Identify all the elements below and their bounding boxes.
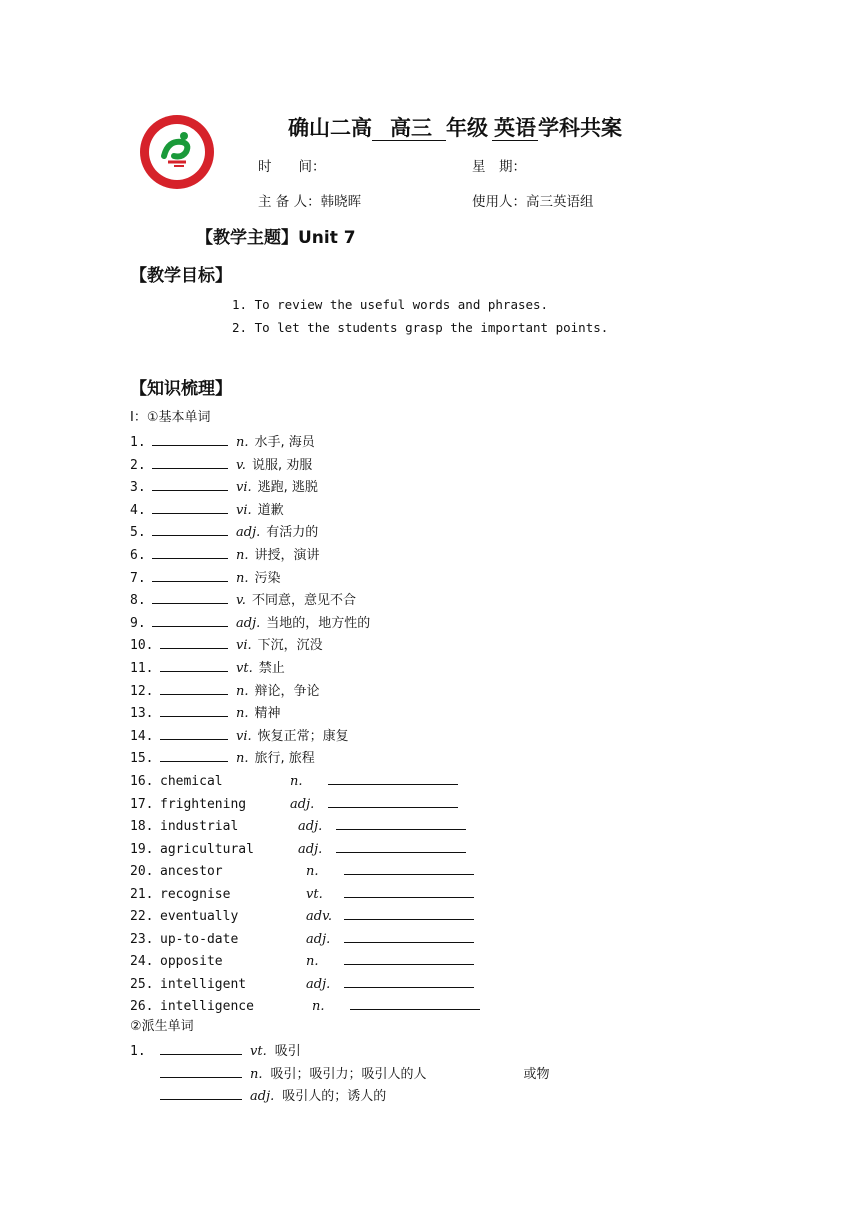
meaning-text: 辩论，争论 — [254, 683, 320, 699]
english-word: frightening — [160, 796, 247, 812]
item-number: 10. — [130, 638, 154, 654]
part-of-speech: n. — [290, 774, 303, 789]
section-basic-words: I：①基本单词 — [130, 410, 211, 425]
answer-blank[interactable] — [328, 770, 458, 785]
item-number: 23. — [130, 931, 154, 947]
item-number: 17. — [130, 796, 154, 812]
week-label: 星 期： — [472, 159, 526, 175]
answer-blank[interactable] — [344, 860, 474, 875]
vocab-row — [130, 702, 281, 722]
item-number: 1. — [130, 1044, 146, 1059]
item-number: 3. — [130, 480, 146, 496]
part-of-speech: adj. — [306, 976, 331, 992]
item-number: 14. — [130, 728, 154, 744]
part-of-speech: vi. — [236, 480, 252, 496]
answer-blank[interactable] — [160, 1085, 242, 1100]
item-number: 20. — [130, 864, 154, 879]
vocab-row — [130, 680, 320, 700]
item-number: 16. — [130, 774, 154, 789]
item-number: 12. — [130, 683, 154, 699]
english-word: agricultural — [160, 841, 254, 857]
english-word: up-to-date — [160, 931, 239, 947]
part-of-speech: adj. — [236, 525, 261, 541]
vocab-row — [130, 838, 466, 858]
item-number: 26. — [130, 999, 154, 1014]
answer-blank[interactable] — [152, 521, 228, 536]
meaning-text: 水手, 海员 — [254, 435, 315, 450]
meaning-text: 恢复正常；康复 — [257, 728, 349, 744]
meaning-text: 有活力的 — [266, 525, 319, 541]
answer-blank[interactable] — [152, 431, 228, 446]
title-grade: 高三 — [372, 116, 446, 141]
item-number: 6. — [130, 548, 146, 563]
answer-blank[interactable] — [160, 725, 228, 740]
answer-blank[interactable] — [152, 454, 228, 469]
vocab-row — [130, 544, 320, 564]
preparer-label: 主 备 人：韩晓晖 — [258, 194, 362, 210]
part-of-speech: n. — [312, 999, 325, 1014]
vocab-row — [130, 860, 474, 880]
vocab-row — [130, 905, 474, 925]
objectives-heading: 【教学目标】 — [130, 266, 232, 286]
item-number: 21. — [130, 886, 154, 902]
vocab-row — [130, 454, 312, 474]
part-of-speech: vi. — [236, 502, 252, 518]
section-derived-words: ②派生单词 — [130, 1019, 194, 1034]
answer-blank[interactable] — [328, 793, 458, 808]
part-of-speech: vt. — [250, 1044, 267, 1059]
vocab-row — [130, 431, 315, 451]
meaning-text: 当地的，地方性的 — [266, 615, 371, 631]
meaning-text: 逃跑, 逃脱 — [257, 480, 318, 496]
answer-blank[interactable] — [336, 815, 466, 830]
answer-blank[interactable] — [160, 634, 228, 649]
part-of-speech: adj. — [290, 796, 315, 812]
item-number: 25. — [130, 976, 154, 992]
item-number: 18. — [130, 819, 154, 834]
teaching-topic: 【教学主题】Unit 7 — [196, 228, 356, 248]
answer-blank[interactable] — [152, 544, 228, 559]
item-number: 8. — [130, 593, 146, 609]
part-of-speech: adv. — [306, 909, 333, 924]
item-number: 9. — [130, 615, 146, 631]
english-word: chemical — [160, 774, 223, 789]
derived-row — [130, 1040, 301, 1060]
meaning-text: 精神 — [254, 706, 281, 722]
meaning-text: 吸引；吸引力；吸引人的人 — [270, 1066, 427, 1082]
part-of-speech: vi. — [236, 728, 252, 744]
answer-blank[interactable] — [336, 838, 466, 853]
answer-blank[interactable] — [344, 905, 474, 920]
item-number: 13. — [130, 706, 154, 722]
english-word: recognise — [160, 886, 231, 902]
item-number: 7. — [130, 570, 146, 586]
part-of-speech: adj. — [306, 931, 331, 947]
vocab-row — [130, 634, 323, 654]
vocab-row — [130, 521, 318, 541]
vocab-row — [130, 725, 349, 745]
title-grade-word: 年级 — [446, 116, 488, 140]
english-word: industrial — [160, 819, 239, 834]
meaning-text: 讲授，演讲 — [254, 548, 320, 563]
part-of-speech: adj. — [298, 841, 323, 857]
part-of-speech: n. — [236, 570, 249, 586]
user-label: 使用人：高三英语组 — [472, 194, 594, 210]
part-of-speech: n. — [236, 435, 249, 450]
part-of-speech: n. — [236, 706, 249, 722]
answer-blank[interactable] — [152, 476, 228, 491]
part-of-speech: n. — [236, 751, 249, 767]
answer-blank[interactable] — [152, 612, 228, 627]
document-title — [288, 112, 622, 142]
answer-blank[interactable] — [344, 973, 474, 988]
item-number: 4. — [130, 502, 146, 518]
item-number: 1. — [130, 435, 146, 450]
vocab-row — [130, 567, 281, 587]
part-of-speech: adj. — [236, 615, 261, 631]
part-of-speech: n. — [306, 864, 319, 879]
vocab-row — [130, 499, 284, 519]
answer-blank[interactable] — [152, 567, 228, 582]
objective-item: 2. To let the students grasp the important points. — [232, 320, 609, 335]
derived-row — [160, 1063, 550, 1083]
part-of-speech: vt. — [236, 661, 253, 676]
meaning-text: 说服, 劝服 — [251, 457, 313, 473]
part-of-speech: vi. — [236, 638, 252, 654]
vocab-row — [130, 612, 370, 632]
part-of-speech: n. — [250, 1066, 263, 1082]
part-of-speech: adj. — [298, 819, 323, 834]
vocab-row — [130, 973, 474, 993]
school-logo — [138, 112, 216, 192]
part-of-speech: v. — [236, 593, 246, 609]
part-of-speech: vt. — [306, 886, 323, 902]
meaning-continuation: 或物 — [523, 1066, 550, 1082]
meaning-text: 禁止 — [258, 661, 285, 676]
vocab-row — [130, 770, 458, 790]
answer-blank[interactable] — [160, 680, 228, 695]
derived-row — [160, 1085, 386, 1105]
vocab-row — [130, 928, 474, 948]
part-of-speech: v. — [236, 457, 246, 473]
part-of-speech: adj. — [250, 1089, 275, 1104]
meaning-text: 下沉，沉没 — [257, 638, 323, 654]
english-word: intelligent — [160, 976, 247, 992]
meaning-text: 不同意，意见不合 — [251, 593, 356, 609]
vocab-row — [130, 950, 474, 970]
part-of-speech: n. — [236, 548, 249, 563]
english-word: opposite — [160, 954, 223, 969]
meaning-text: 旅行, 旅程 — [254, 751, 315, 767]
item-number: 22. — [130, 909, 154, 924]
answer-blank[interactable] — [160, 657, 228, 672]
vocab-row — [130, 793, 458, 813]
answer-blank[interactable] — [160, 1040, 242, 1055]
english-word: intelligence — [160, 999, 254, 1014]
item-number: 5. — [130, 525, 146, 541]
part-of-speech: n. — [236, 683, 249, 699]
meaning-text: 污染 — [254, 570, 281, 586]
item-number: 11. — [130, 661, 154, 676]
english-word: ancestor — [160, 864, 223, 879]
item-number: 24. — [130, 954, 154, 969]
answer-blank[interactable] — [160, 1063, 242, 1078]
answer-blank[interactable] — [152, 499, 228, 514]
item-number: 19. — [130, 841, 154, 857]
time-label: 时 间： — [258, 159, 326, 175]
meaning-text: 吸引 — [274, 1044, 301, 1059]
answer-blank[interactable] — [160, 747, 228, 762]
answer-blank[interactable] — [344, 928, 474, 943]
vocab-row — [130, 657, 285, 677]
title-suffix: 学科共案 — [538, 116, 622, 140]
meaning-text: 道歉 — [257, 502, 284, 518]
vocab-row — [130, 883, 474, 903]
english-word: eventually — [160, 909, 239, 924]
answer-blank[interactable] — [160, 702, 228, 717]
meaning-text: 吸引人的；诱人的 — [282, 1089, 387, 1104]
answer-blank[interactable] — [152, 589, 228, 604]
title-subject: 英语 — [494, 116, 536, 140]
item-number: 15. — [130, 751, 154, 767]
objective-item: 1. To review the useful words and phrases. — [232, 297, 549, 312]
part-of-speech: n. — [306, 954, 319, 969]
vocab-row — [130, 995, 480, 1015]
vocab-row — [130, 747, 315, 767]
item-number: 2. — [130, 457, 146, 473]
vocab-row — [130, 476, 318, 496]
answer-blank[interactable] — [344, 883, 474, 898]
title-school: 确山二高 — [288, 116, 372, 140]
knowledge-heading: 【知识梳理】 — [130, 379, 232, 399]
vocab-row — [130, 815, 466, 835]
answer-blank[interactable] — [350, 995, 480, 1010]
answer-blank[interactable] — [344, 950, 474, 965]
vocab-row — [130, 589, 356, 609]
